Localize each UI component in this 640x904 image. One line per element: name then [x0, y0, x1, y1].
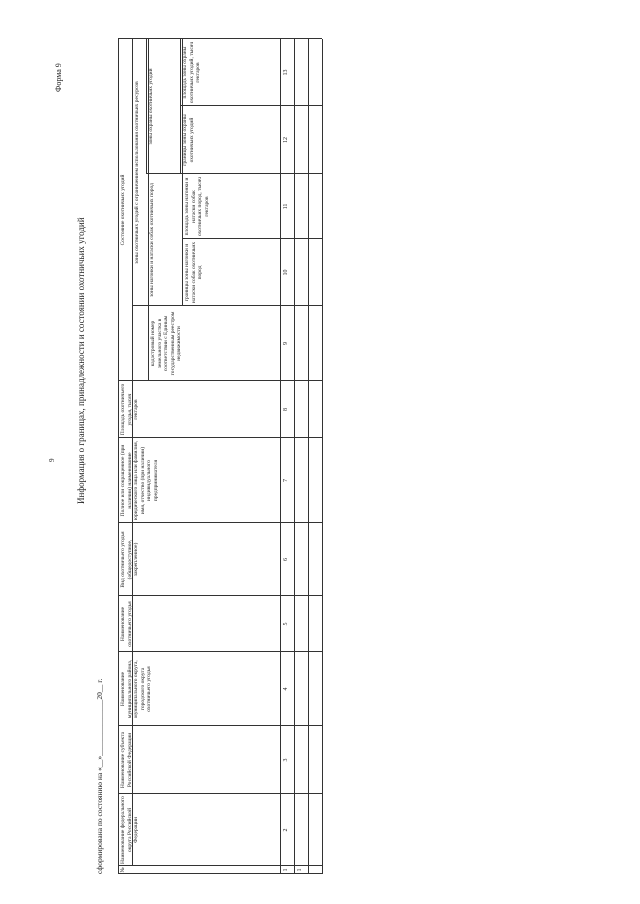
header-breeding-area: площадь зоны нагонки и натаски собак охотничьих пород, тысяч гектаров: [184, 177, 210, 236]
header-protection-borders: границы зоны охраны охотничьих угодий: [182, 114, 195, 166]
header-state: Состояние охотничьих угодий: [120, 174, 126, 246]
header-protection-zone: зоны охраны охотничьих угодий: [148, 68, 154, 145]
header-area: Площадь охотничьего угодья, тысяч гектаров: [120, 383, 139, 436]
header-federal-district: Наименование федерального округа Российской Федерации: [120, 796, 139, 864]
column-number: 1: [283, 868, 289, 872]
column-number: 9: [283, 342, 289, 345]
column-number: 3: [283, 758, 289, 762]
column-number: 7: [283, 479, 289, 482]
header-hunting-ground-type: Вид охотничьего угодья (общедоступное, закрепленное): [120, 531, 139, 588]
header-owner-name: Полное или сокращенное (при наличии) наименование юридического лица или фамилия, имя, отчество (при наличии) индивидуального предпринимателя: [120, 440, 159, 521]
page-number: 9: [48, 458, 56, 462]
header-hunting-ground-name: Наименование охотничьего угодья: [120, 601, 133, 647]
column-number: 10: [283, 269, 289, 276]
header-restricted-zones: зоны охотничьих угодий с ограничением использования охотничьих ресурсов: [134, 81, 140, 264]
table-row-number: 1: [297, 868, 303, 872]
header-municipal-district: Наименование муниципального района, муниципального округа, городского округа охотничьего угодья: [120, 659, 152, 719]
header-breeding-borders: границы зоны нагонки и натаски собак охотничьих пород: [184, 241, 203, 304]
column-number: 12: [283, 137, 289, 143]
column-number: 11: [283, 203, 289, 210]
header-number: №: [120, 867, 126, 873]
header-subject: Наименование субъекта Российской Федерации: [120, 731, 133, 789]
document-title: Информация о границах, принадлежности и состоянии охотничьих угодий: [76, 217, 86, 504]
column-number: 6: [283, 558, 289, 561]
column-number: 2: [283, 828, 289, 832]
header-breeding-zone: зоны нагонки и натаски собак охотничьих пород: [149, 183, 155, 297]
hunting-grounds-table: [118, 39, 322, 874]
column-number: 13: [283, 69, 289, 76]
column-number: 8: [283, 408, 289, 411]
header-protection-area: площадь зоны охраны охотничьих угодий, тысяч гектаров: [182, 41, 201, 104]
column-number: 5: [283, 622, 289, 626]
header-cadastral-number: кадастровый номер земельного участка в соответствии с Единым государственным реестром недвижимости: [150, 311, 182, 376]
form-label: Форма 9: [54, 63, 63, 92]
formed-on-date: сформирована по состоянию на «__»_______________20__ г.: [95, 678, 104, 874]
column-number: 4: [283, 687, 289, 691]
